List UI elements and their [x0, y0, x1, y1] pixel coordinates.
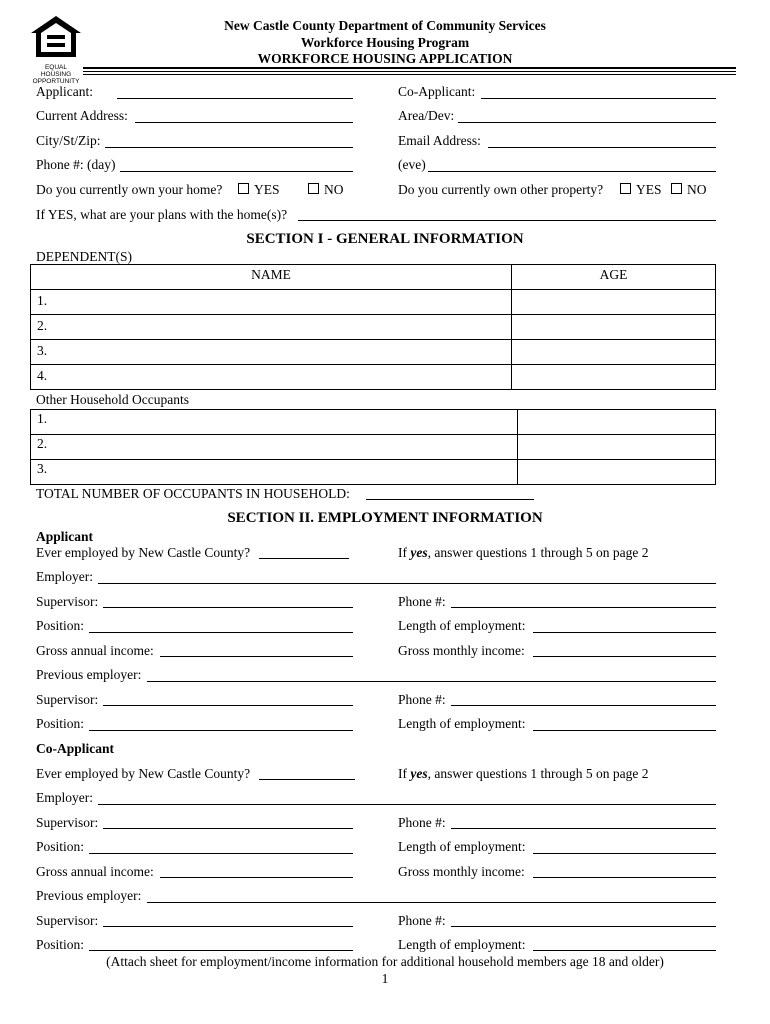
if-yes-word: yes: [410, 545, 428, 560]
applicant-field[interactable]: [117, 98, 353, 99]
gross-monthly-label: Gross monthly income:: [398, 643, 525, 658]
gross-annual-field[interactable]: [160, 656, 353, 657]
logo-text-line2: OPPORTUNITY: [32, 78, 80, 85]
employer-label: Employer:: [36, 790, 93, 805]
length-employment-field[interactable]: [533, 853, 716, 854]
row-number: 2.: [31, 435, 518, 460]
previous-employer-label: Previous employer:: [36, 667, 142, 682]
city-st-zip-field[interactable]: [105, 147, 353, 148]
employer-field[interactable]: [98, 804, 716, 805]
ever-employed-field[interactable]: [259, 779, 355, 780]
city-st-zip-label: City/St/Zip:: [36, 133, 101, 148]
length-employment-field[interactable]: [533, 632, 716, 633]
own-home-no-option[interactable]: [308, 182, 344, 198]
if-yes-word: yes: [410, 766, 428, 781]
age-cell[interactable]: [518, 460, 716, 485]
ever-employed-label: Ever employed by New Castle County?: [36, 766, 251, 781]
gross-annual-label: Gross annual income:: [36, 643, 154, 658]
length-employment-label: Length of employment:: [398, 716, 526, 731]
gross-annual-field[interactable]: [160, 877, 353, 878]
header-program: Workforce Housing Program: [300, 35, 470, 50]
supervisor-field[interactable]: [103, 607, 353, 608]
checkbox-icon[interactable]: [238, 183, 249, 194]
gross-annual-label: Gross annual income:: [36, 864, 154, 879]
phone-eve-label: (eve): [398, 157, 426, 172]
applicant-label: Applicant:: [36, 84, 93, 99]
previous-employer-field[interactable]: [147, 681, 716, 682]
own-other-question: Do you currently own other property?: [398, 182, 604, 197]
previous-employer-field[interactable]: [147, 902, 716, 903]
header-organization: New Castle County Department of Community Services: [224, 18, 546, 33]
supervisor-label: Supervisor:: [36, 815, 99, 830]
phone-field[interactable]: [451, 705, 716, 706]
name-column-header: NAME: [31, 265, 512, 290]
position-label: Position:: [36, 618, 85, 633]
employer-field[interactable]: [98, 583, 716, 584]
header-rule: [83, 67, 736, 69]
age-cell[interactable]: [512, 290, 716, 315]
if-prefix: If: [398, 766, 411, 781]
length-employment-field[interactable]: [533, 730, 716, 731]
attach-sheet-note: (Attach sheet for employment/income information for additional household members age 18 and older): [106, 954, 664, 969]
age-column-header: AGE: [512, 265, 716, 290]
plans-label: If YES, what are your plans with the home(s)?: [36, 207, 288, 222]
section2-title: SECTION II. EMPLOYMENT INFORMATION: [227, 510, 543, 526]
phone-label: Phone #:: [398, 913, 446, 928]
if-prefix: If: [398, 545, 411, 560]
position-field[interactable]: [89, 632, 353, 633]
length-employment-label: Length of employment:: [398, 839, 526, 854]
phone-label: Phone #:: [398, 815, 446, 830]
position-field[interactable]: [89, 853, 353, 854]
phone-eve-field[interactable]: [428, 171, 716, 172]
page-number: 1: [381, 971, 389, 986]
phone-label: Phone #:: [398, 692, 446, 707]
table-row[interactable]: [31, 365, 716, 390]
co-applicant-field[interactable]: [481, 98, 716, 99]
area-dev-label: Area/Dev:: [398, 108, 455, 123]
checkbox-icon[interactable]: [671, 183, 682, 194]
other-occupants-label: Other Household Occupants: [36, 392, 189, 407]
email-label: Email Address:: [398, 133, 481, 148]
table-row[interactable]: [31, 315, 716, 340]
employer-label: Employer:: [36, 569, 93, 584]
own-other-no-option[interactable]: [671, 182, 707, 198]
co-applicant-heading: Co-Applicant: [36, 741, 115, 756]
row-number: 4.: [31, 365, 512, 390]
own-home-yes-option[interactable]: [238, 182, 280, 198]
co-applicant-label: Co-Applicant:: [398, 84, 476, 99]
area-dev-field[interactable]: [458, 122, 716, 123]
phone-day-label: Phone #: (day): [36, 157, 116, 172]
row-number: 3.: [31, 460, 518, 485]
section1-title: SECTION I - GENERAL INFORMATION: [246, 231, 524, 247]
own-other-yes-option[interactable]: [620, 182, 662, 198]
row-number: 3.: [31, 340, 512, 365]
phone-field[interactable]: [451, 828, 716, 829]
header-rule-thin: [83, 71, 736, 72]
position-label: Position:: [36, 716, 85, 731]
no-label: NO: [687, 182, 707, 197]
phone-field[interactable]: [451, 607, 716, 608]
length-employment-field[interactable]: [533, 950, 716, 951]
if-yes-instruction: [398, 545, 648, 561]
logo-text-line1: EQUAL HOUSING: [40, 64, 72, 78]
supervisor-label: Supervisor:: [36, 692, 99, 707]
supervisor-field[interactable]: [103, 828, 353, 829]
gross-monthly-field[interactable]: [533, 656, 716, 657]
total-occupants-label: TOTAL NUMBER OF OCCUPANTS IN HOUSEHOLD:: [36, 486, 350, 501]
row-number: 1.: [31, 410, 518, 435]
phone-field[interactable]: [451, 926, 716, 927]
position-field[interactable]: [89, 730, 353, 731]
no-label: NO: [324, 182, 344, 197]
if-suffix: , answer questions 1 through 5 on page 2: [427, 545, 649, 560]
applicant-heading: Applicant: [36, 529, 94, 544]
gross-monthly-field[interactable]: [533, 877, 716, 878]
age-cell[interactable]: [518, 410, 716, 435]
position-field[interactable]: [89, 950, 353, 951]
if-suffix: , answer questions 1 through 5 on page 2: [427, 766, 649, 781]
header-rule-thin2: [83, 74, 736, 75]
dependents-table: [30, 264, 716, 390]
checkbox-icon[interactable]: [308, 183, 319, 194]
table-header-row: [31, 265, 716, 290]
ever-employed-label: Ever employed by New Castle County?: [36, 545, 251, 560]
plans-field[interactable]: [298, 220, 716, 221]
if-yes-instruction: [398, 766, 648, 782]
table-row[interactable]: [31, 460, 716, 485]
header-form-title: WORKFORCE HOUSING APPLICATION: [257, 51, 513, 66]
age-cell[interactable]: [518, 435, 716, 460]
current-address-field[interactable]: [135, 122, 353, 123]
supervisor-field[interactable]: [103, 926, 353, 927]
yes-label: YES: [254, 182, 280, 197]
total-occupants-field[interactable]: [366, 499, 534, 500]
table-row[interactable]: [31, 435, 716, 460]
age-cell[interactable]: [512, 340, 716, 365]
age-cell[interactable]: [512, 315, 716, 340]
own-home-question: Do you currently own your home?: [36, 182, 223, 197]
previous-employer-label: Previous employer:: [36, 888, 142, 903]
age-cell[interactable]: [512, 365, 716, 390]
dependents-label: DEPENDENT(S): [36, 249, 132, 264]
length-employment-label: Length of employment:: [398, 937, 526, 952]
current-address-label: Current Address:: [36, 108, 128, 123]
supervisor-label: Supervisor:: [36, 913, 99, 928]
position-label: Position:: [36, 937, 85, 952]
phone-label: Phone #:: [398, 594, 446, 609]
row-number: 2.: [31, 315, 512, 340]
length-employment-label: Length of employment:: [398, 618, 526, 633]
checkbox-icon[interactable]: [620, 183, 631, 194]
yes-label: YES: [636, 182, 662, 197]
position-label: Position:: [36, 839, 85, 854]
table-row[interactable]: [31, 410, 716, 435]
phone-day-field[interactable]: [120, 171, 353, 172]
row-number: 1.: [31, 290, 512, 315]
ever-employed-field[interactable]: [259, 558, 349, 559]
table-row[interactable]: [31, 290, 716, 315]
other-occupants-table: [30, 409, 716, 485]
supervisor-field[interactable]: [103, 705, 353, 706]
gross-monthly-label: Gross monthly income:: [398, 864, 525, 879]
supervisor-label: Supervisor:: [36, 594, 99, 609]
table-row[interactable]: [31, 340, 716, 365]
email-field[interactable]: [488, 147, 716, 148]
